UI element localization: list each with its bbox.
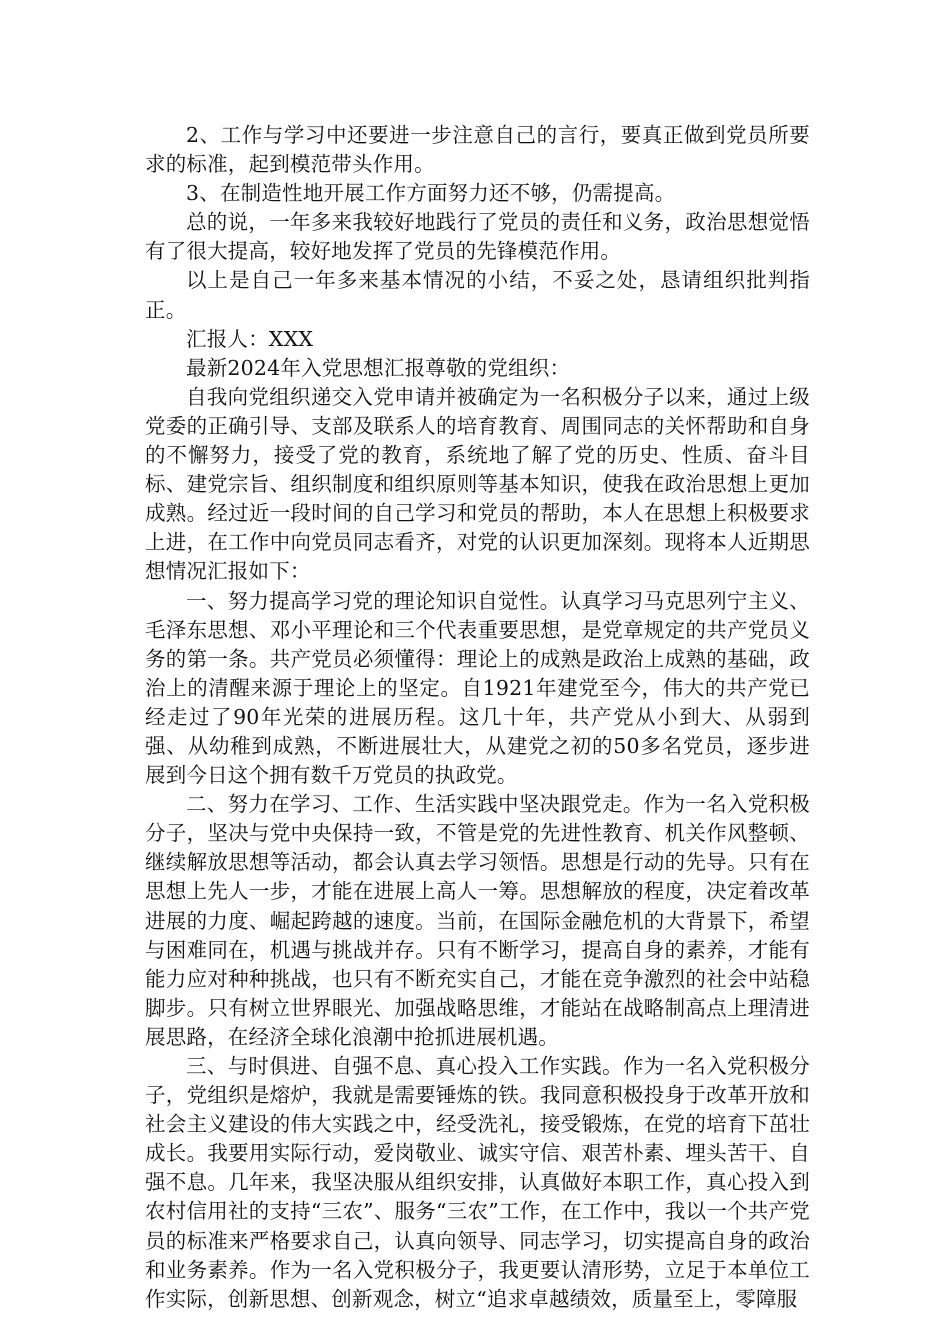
paragraph-summary: 总的说，一年多来我较好地践行了党员的责任和义务，政治思想觉悟有了很大提高，较好地发挥了党员的先锋模范作用。	[145, 210, 810, 264]
paragraph-section-2: 二、努力在学习、工作、生活实践中坚决跟党走。作为一名入党积极分子，坚决与党中央保持一致，不管是党的先进性教育、机关作风整顿、继续解放思想等活动，都会认真去学习领悟。思想是行动的先导。只有在思想上先人一步，才能在进展上高人一筹。思想解放的程度，决定着改革进展的力度、崛起跨越的速度。当前，在国际金融危机的大背景下，希望与困难同在，机遇与挑战并存。只有不断学习，提高自身的素养，才能有能力应对种种挑战，也只有不断充实自己，才能在竞争激烈的社会中站稳脚步。只有树立世界眼光、加强战略思维，才能站在战略制高点上理清进展思路，在经济全球化浪潮中抢抓进展机遇。	[145, 792, 810, 1049]
report-heading: 最新2024年入党思想汇报尊敬的党组织：	[186, 355, 571, 380]
paragraph-improvement-3: 3、在制造性地开展工作方面努力还不够，仍需提高。	[186, 181, 676, 206]
paragraph-closing: 以上是自己一年多来基本情况的小结，不妥之处，恳请组织批判指正。	[145, 268, 810, 322]
paragraph-introduction: 自我向党组织递交入党申请并被确定为一名积极分子以来，通过上级党委的正确引导、支部及联系人的培育教育、周围同志的关怀帮助和自身的不懈努力，接受了党的教育，系统地了解了党的历史、性质、奋斗目标、建党宗旨、组织制度和组织原则等基本知识，使我在政治思想上更加成熟。经过近一段时间的自己学习和党员的帮助，本人在思想上积极要求上进，在工作中向党员同志看齐，对党的认识更加深刻。现将本人近期思想情况汇报如下：	[145, 384, 810, 584]
paragraph-improvement-2: 2、工作与学习中还要进一步注意自己的言行，要真正做到党员所要求的标准，起到模范带头作用。	[145, 123, 810, 177]
document-body	[145, 121, 810, 1314]
reporter-signature: 汇报人：XXX	[186, 326, 314, 351]
paragraph-section-1: 一、努力提高学习党的理论知识自觉性。认真学习马克思列宁主义、毛泽东思想、邓小平理论和三个代表重要思想，是党章规定的共产党员义务的第一条。共产党员必须懂得：理论上的成熟是政治上成熟的基础，政治上的清醒来源于理论上的坚定。自1921年建党至今，伟大的共产党已经走过了90年光荣的进展历程。这几十年，共产党从小到大、从弱到强、从幼稚到成熟，不断进展壮大，从建党之初的50多名党员，逐步进展到今日这个拥有数千万党员的执政党。	[145, 588, 810, 788]
paragraph-section-3: 三、与时俱进、自强不息、真心投入工作实践。作为一名入党积极分子，党组织是熔炉，我就是需要锤炼的铁。我同意积极投身于改革开放和社会主义建设的伟大实践之中，经受洗礼，接受锻炼，在党的培育下茁壮成长。我要用实际行动，爱岗敬业、诚实守信、艰苦朴素、埋头苦干、自强不息。几年来，我坚决服从组织安排，认真做好本职工作，真心投入到农村信用社的支持“三农”、服务“三农”工作，在工作中，我以一个共产党员的标准来严格要求自己，认真向领导、同志学习，切实提高自身的政治和业务素养。作为一名入党积极分子，我更要认清形势，立足于本单位工作实际，创新思想、创新观念，树立“追求卓越绩效，质量至上，零障服	[145, 1054, 810, 1311]
